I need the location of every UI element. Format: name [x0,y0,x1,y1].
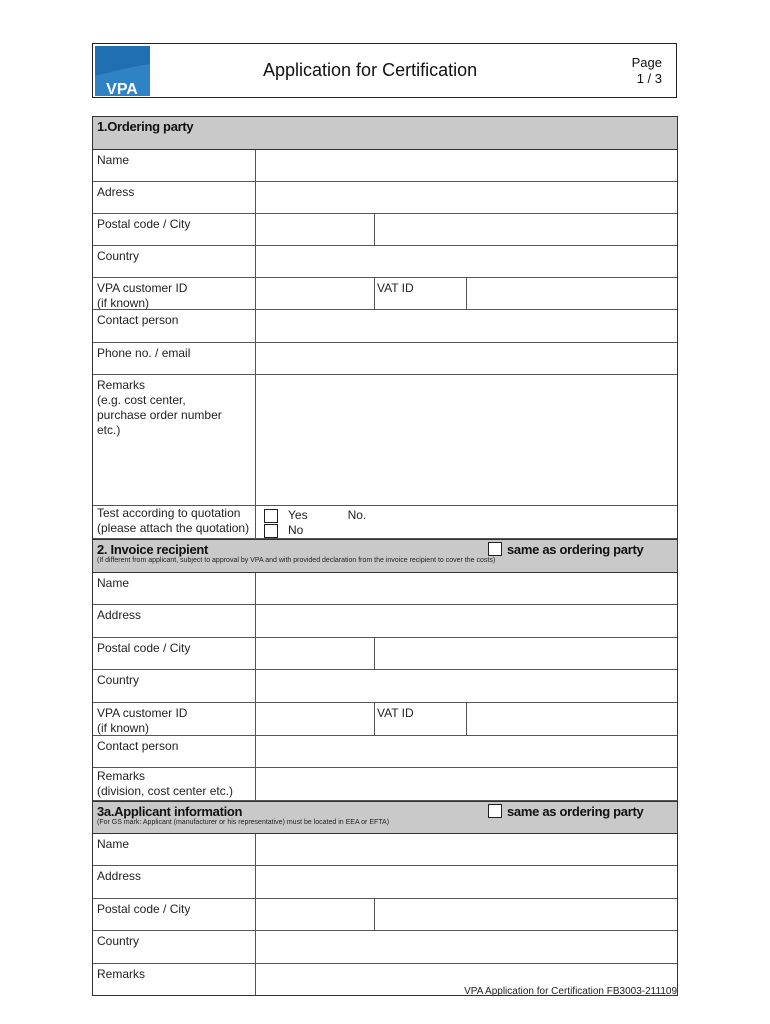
section-ordering-party-header [93,117,677,150]
postal-code-input[interactable] [256,899,375,930]
name-input[interactable] [256,834,677,865]
city-input[interactable] [375,899,677,930]
quotation-options [256,506,366,538]
document-footer: VPA Application for Certification FB3003-211109 [464,986,677,997]
checkbox-icon[interactable] [488,804,502,818]
section-applicant-information-header [93,801,677,834]
field-label: Country [93,246,256,277]
row-contact [93,736,677,768]
field-label: Address [93,605,256,637]
row-postal-city [93,214,677,246]
vat-id-label: VAT ID [375,703,467,735]
svg-text:VPA: VPA [106,81,138,96]
remarks-input[interactable] [256,375,677,505]
section-subtitle: (For GS mark: Applicant (manufacturer or his representative) must be located in EEA or EFTA) [97,819,390,826]
field-label: Phone no. / email [93,343,256,374]
vat-id-input[interactable] [467,703,677,735]
field-label: Remarks (e.g. cost center, purchase order number etc.) [93,375,256,505]
contact-input[interactable] [256,736,677,767]
city-input[interactable] [375,214,677,245]
address-input[interactable] [256,182,677,213]
field-label: Name [93,834,256,865]
country-input[interactable] [256,670,677,702]
section-title: 2. Invoice recipient [97,542,209,557]
row-name [93,573,677,605]
section-title: 1.Ordering party [97,119,194,134]
section-invoice-recipient-header [93,539,677,573]
name-input[interactable] [256,150,677,181]
field-label: Remarks (division, cost center etc.) [93,768,256,800]
quotation-number-label: No. [347,508,367,522]
remarks-input[interactable] [256,768,677,800]
same-as-label: same as ordering party [507,804,644,819]
row-country [93,670,677,703]
vpa-logo [95,46,150,96]
document-title: Application for Certification [263,60,478,80]
row-name [93,834,677,866]
vat-id-input[interactable] [467,278,677,309]
same-as-label: same as ordering party [507,542,644,557]
quotation-yes-option[interactable] [264,508,308,523]
row-country [93,931,677,964]
field-label: Contact person [93,736,256,767]
row-customer-id [93,278,677,310]
name-input[interactable] [256,573,677,604]
field-label: Contact person [93,310,256,342]
row-address [93,182,677,214]
document-header [92,43,677,98]
field-label: VPA customer ID (if known) [93,703,256,735]
row-country [93,246,677,278]
row-phone [93,343,677,375]
field-label: Name [93,573,256,604]
row-quotation [93,506,677,539]
postal-code-input[interactable] [256,214,375,245]
field-label: Name [93,150,256,181]
section-subtitle: (If different from applicant, subject to approval by VPA and with provided declaration from the invoice recipient to cover the costs) [97,557,496,564]
field-label: VPA customer ID (if known) [93,278,256,309]
no-label: No [288,523,304,537]
row-address [93,605,677,638]
address-input[interactable] [256,605,677,637]
quotation-no-option[interactable] [264,523,308,538]
postal-code-input[interactable] [256,638,375,669]
row-remarks [93,768,677,801]
checkbox-icon[interactable] [264,524,278,538]
same-as-ordering-party-option[interactable] [488,542,643,557]
customer-id-input[interactable] [256,278,375,309]
country-input[interactable] [256,931,677,963]
field-label: Test according to quotation (please attach the quotation) [93,506,256,538]
row-postal-city [93,899,677,931]
city-input[interactable] [375,638,677,669]
field-label: Adress [93,182,256,213]
page-label: Page [631,55,662,70]
field-label: Postal code / City [93,899,256,930]
checkbox-icon[interactable] [264,509,278,523]
country-input[interactable] [256,246,677,277]
row-contact [93,310,677,343]
application-form [92,116,678,996]
row-address [93,866,677,899]
checkbox-icon[interactable] [488,542,502,556]
yes-label: Yes [288,508,308,522]
address-input[interactable] [256,866,677,898]
field-label: Remarks [93,964,256,995]
customer-id-input[interactable] [256,703,375,735]
field-label: Address [93,866,256,898]
row-customer-id [93,703,677,736]
same-as-ordering-party-option[interactable] [488,804,643,819]
phone-email-input[interactable] [256,343,677,374]
page-number: 1 / 3 [636,71,662,86]
field-label: Postal code / City [93,214,256,245]
field-label: Country [93,931,256,963]
row-postal-city [93,638,677,670]
contact-input[interactable] [256,310,677,342]
field-label: Country [93,670,256,702]
vat-id-label: VAT ID [375,278,467,309]
section-title: 3a.Applicant information [97,804,243,819]
page-indicator [632,55,662,87]
field-label: Postal code / City [93,638,256,669]
row-name [93,150,677,182]
row-remarks [93,375,677,506]
